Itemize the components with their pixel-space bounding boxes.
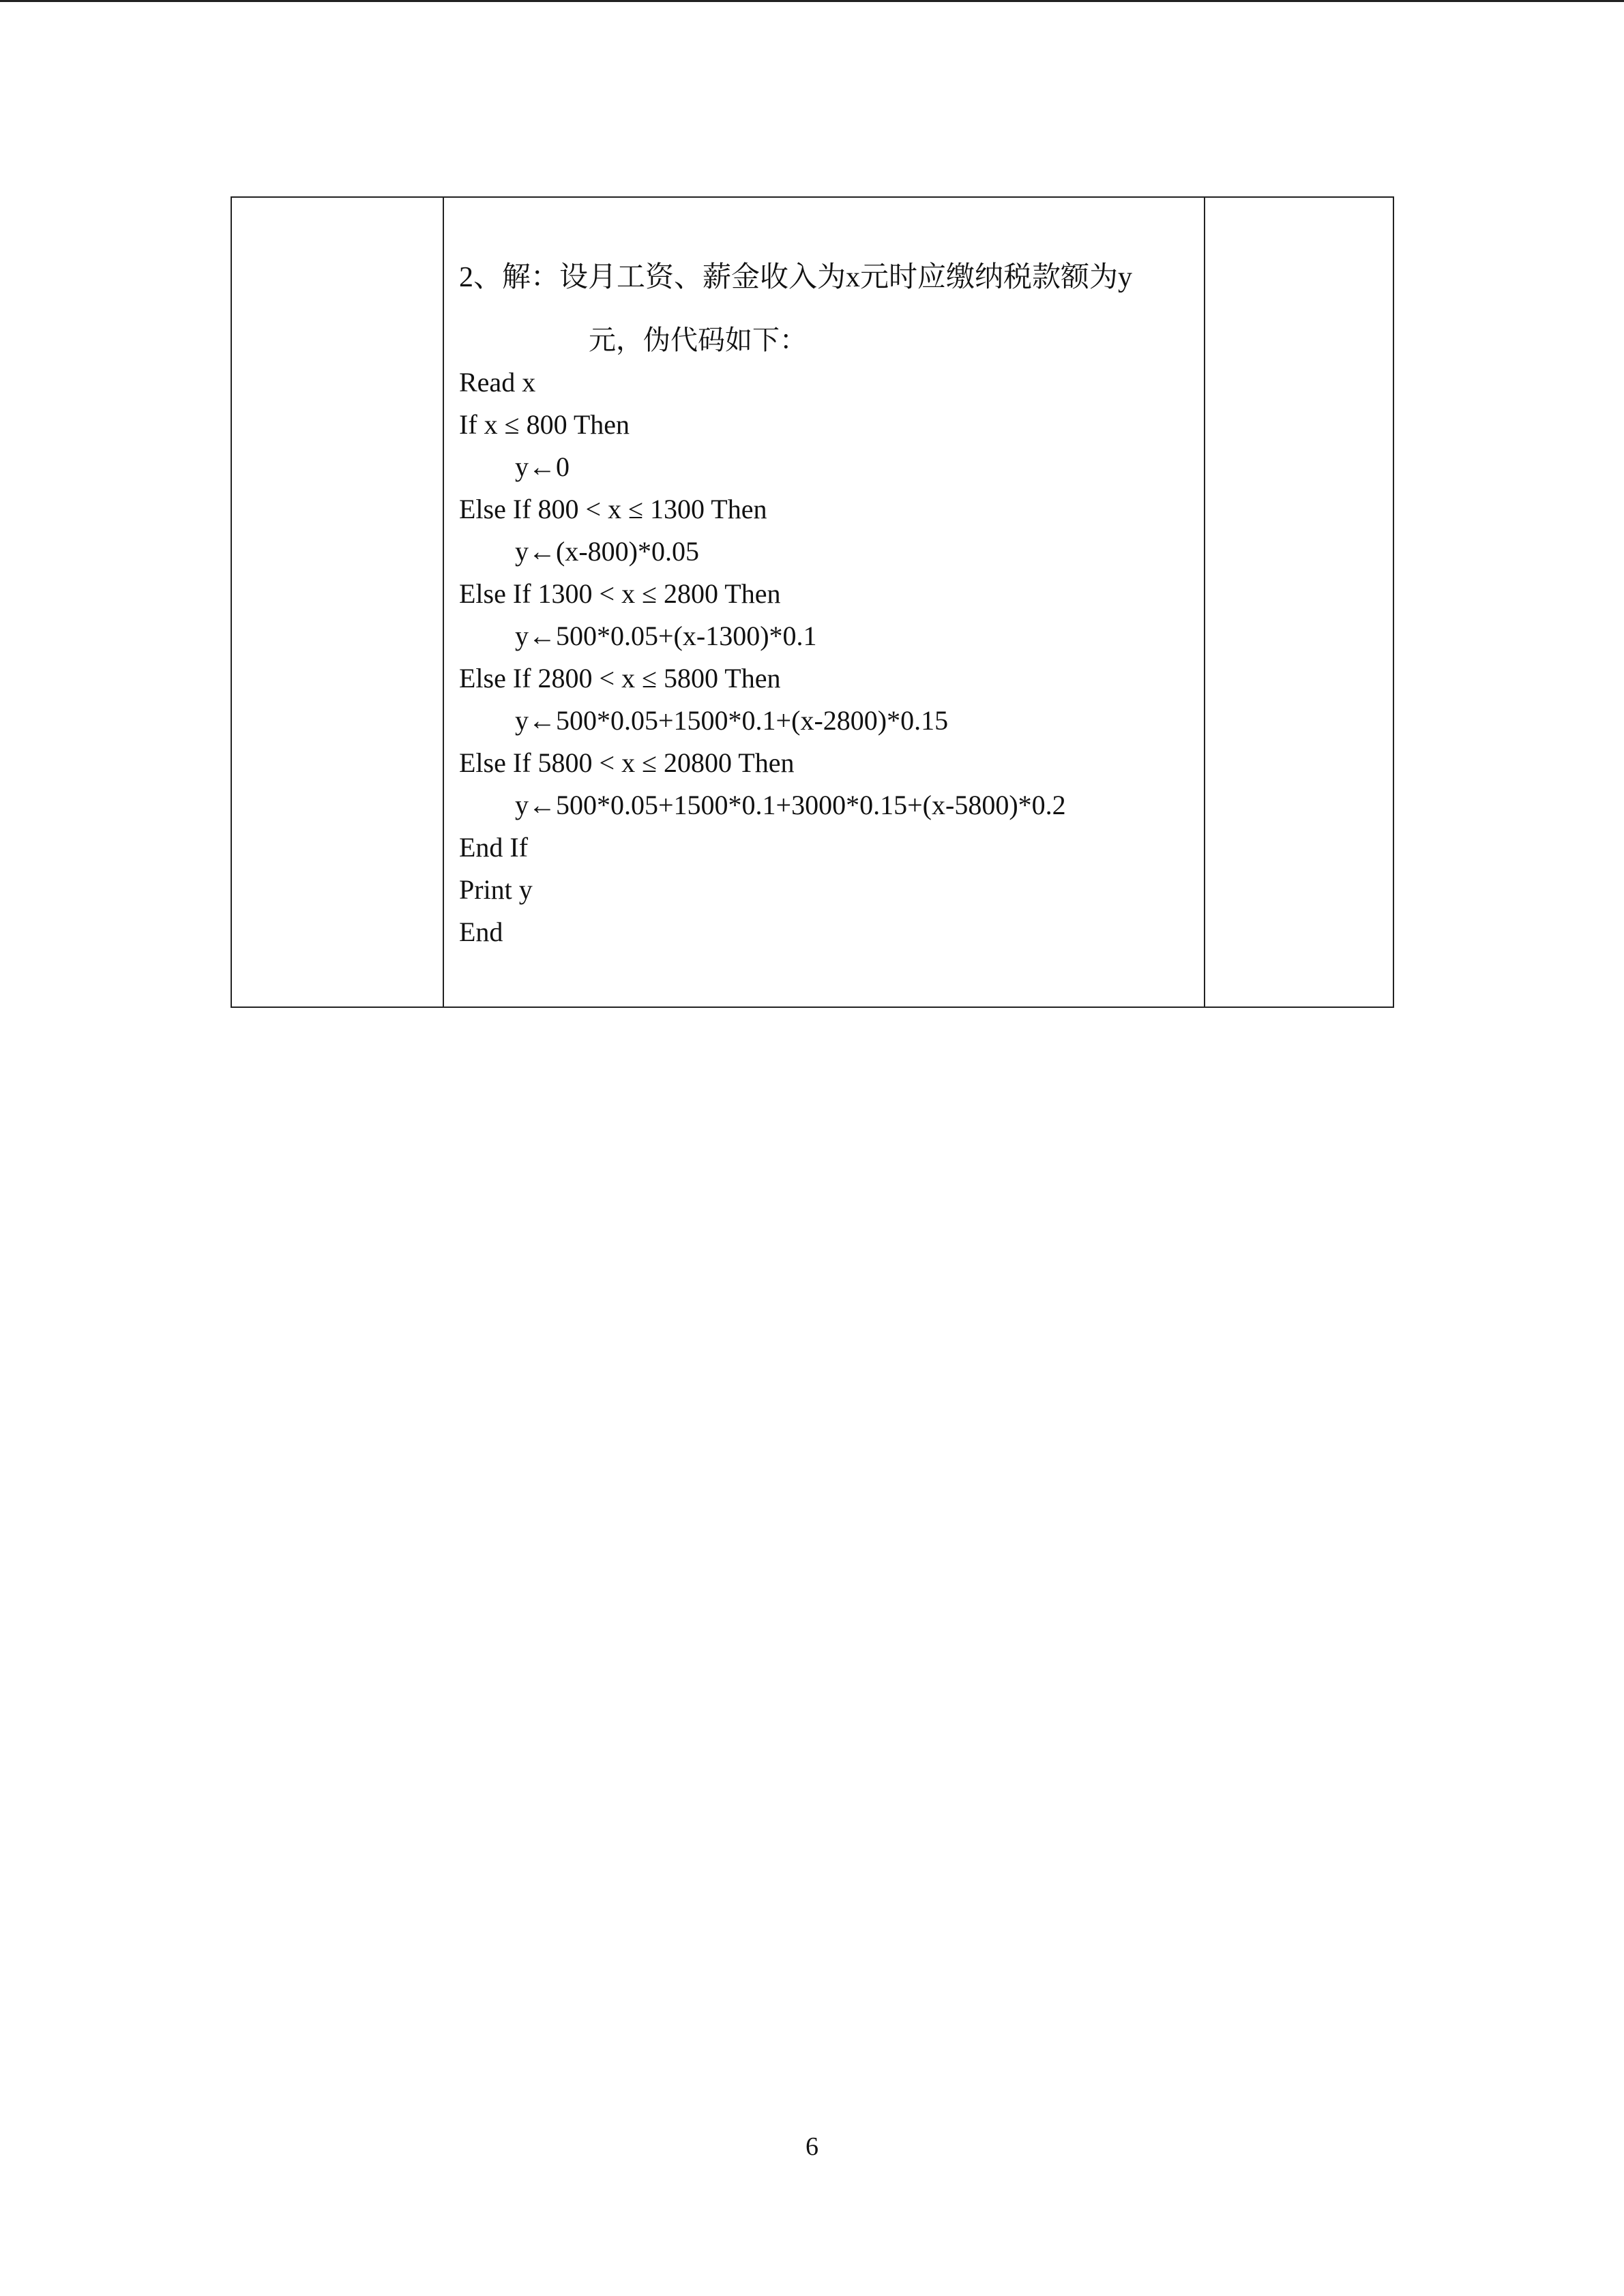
solution-content [459, 256, 1190, 953]
code-line-end: End [459, 916, 503, 947]
code-line-elseif-20800: Else If 5800 < x ≤ 20800 Then [459, 747, 795, 778]
page-number: 6 [806, 2132, 818, 2161]
code-line-elseif-2800: Else If 1300 < x ≤ 2800 Then [459, 578, 781, 609]
code-line-print: Print y [459, 874, 533, 905]
document-table [231, 196, 1394, 1008]
code-line-assign-1: y←(x-800)*0.05 [515, 536, 699, 567]
code-line-elseif-1300: Else If 800 < x ≤ 1300 Then [459, 494, 767, 524]
code-line-end-if: End If [459, 832, 529, 863]
problem-heading [459, 256, 1190, 299]
code-line-read: Read x [459, 367, 536, 398]
code-line-assign-2: y←500*0.05+(x-1300)*0.1 [515, 621, 817, 651]
table-left-column [232, 198, 444, 1007]
problem-heading-continuation: 元，伪代码如下： [589, 325, 807, 355]
top-border-rule [0, 0, 1624, 2]
table-main-column [444, 198, 1205, 1007]
code-line-assign-0: y←0 [515, 451, 570, 482]
code-line-assign-4: y←500*0.05+1500*0.1+3000*0.15+(x-5800)*0.2 [515, 790, 1066, 820]
problem-heading-line1: 2、解：设月工资、薪金收入为x元时应缴纳税款额为y [459, 262, 1133, 293]
code-line-if: If x ≤ 800 Then [459, 409, 630, 440]
table-right-column [1205, 198, 1393, 1007]
code-line-elseif-5800: Else If 2800 < x ≤ 5800 Then [459, 663, 781, 694]
code-line-assign-3: y←500*0.05+1500*0.1+(x-2800)*0.15 [515, 705, 949, 736]
